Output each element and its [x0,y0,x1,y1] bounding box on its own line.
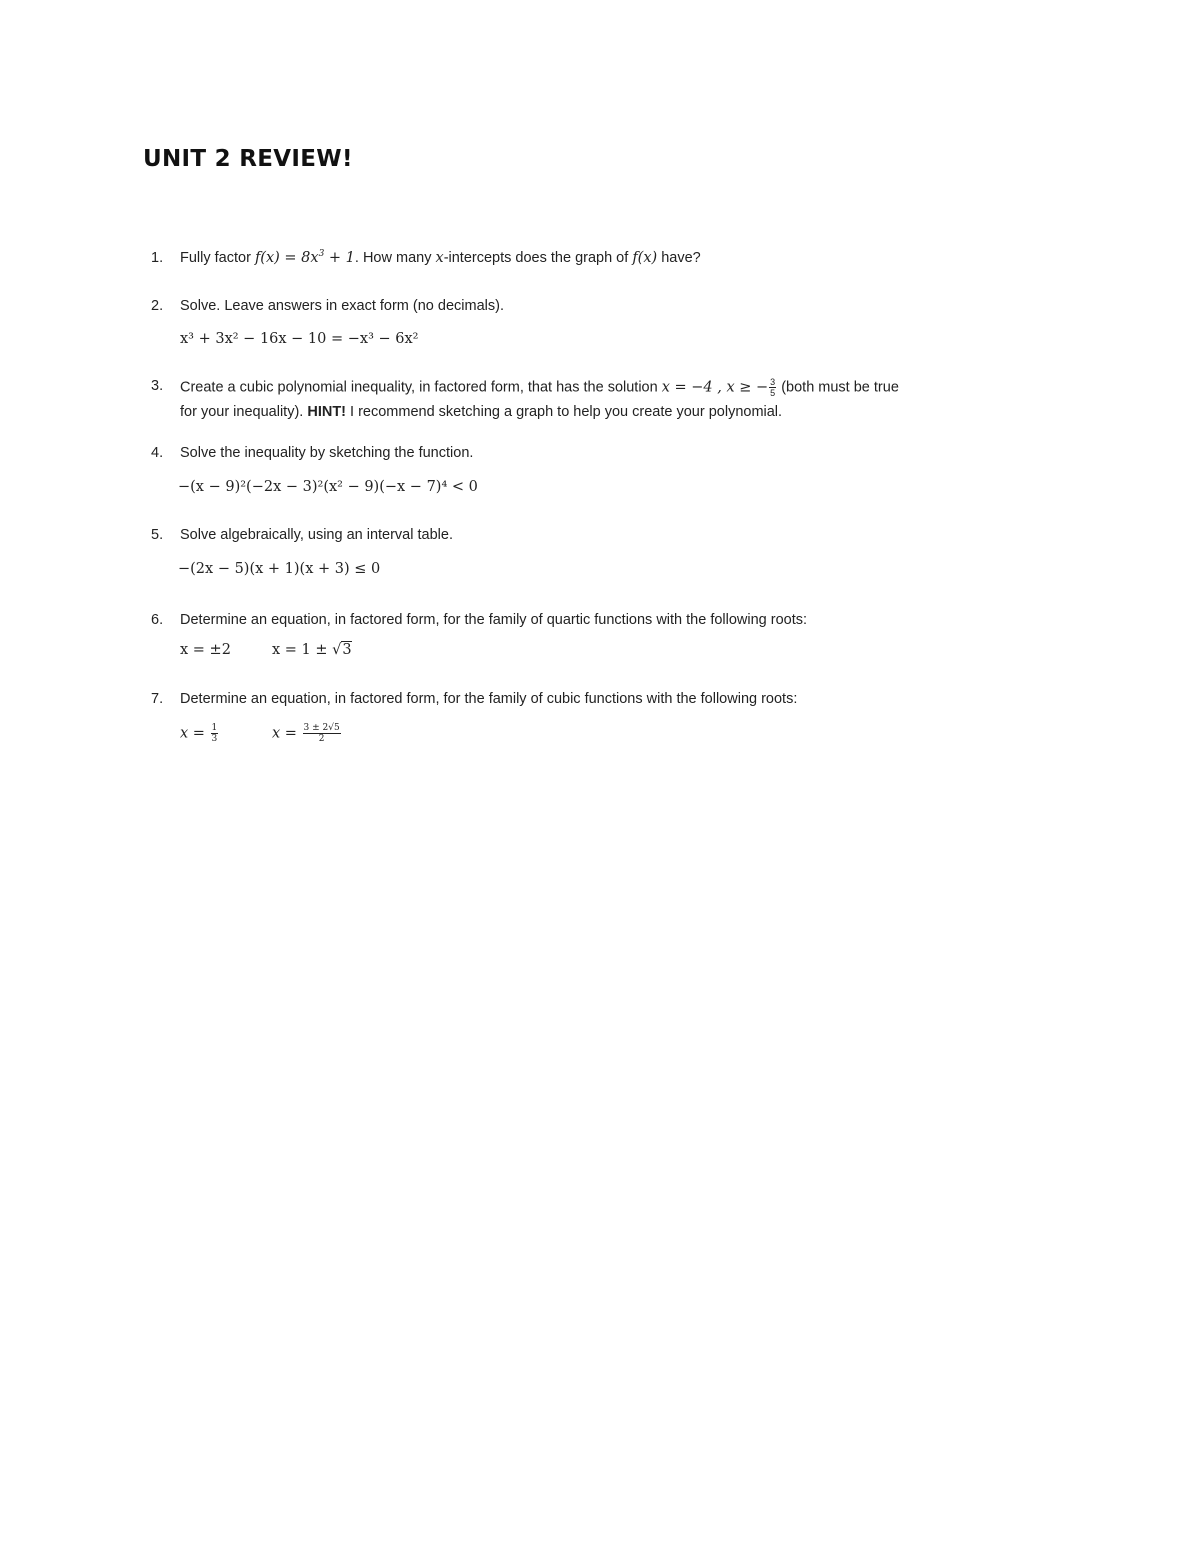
question-text-part: Fully factor [180,250,255,266]
question-number: 2. [151,298,164,314]
question-text: Determine an equation, in factored form, for the family of quartic functions with the following roots: [180,612,808,628]
root-2-prefix: x = [272,725,302,742]
question-text [180,377,899,398]
fraction [303,723,341,744]
question-text-part: have? [657,250,701,266]
function-expression [255,250,355,266]
root-2-prefix: x = 1 ± √ [272,642,342,658]
question-number: 3. [151,378,164,394]
x-variable: x [435,250,444,266]
root-2-radicand: 3 [342,642,352,658]
question-number: 4. [151,445,164,461]
fx-tail: + 1 [324,250,355,266]
question-text-part: I recommend sketching a graph to help you create your polynomial. [346,404,783,420]
question-text: Solve the inequality by sketching the function. [180,445,474,461]
root-1 [180,723,219,744]
numerator: 3 ± 2√5 [303,723,340,733]
question-text-part: . How many [354,250,436,266]
denominator: 3 [211,734,218,744]
question-text: Determine an equation, in factored form, for the family of cubic functions with the following roots: [180,691,798,707]
hint-label: HINT! [307,404,347,420]
numerator: 1 [211,723,218,733]
fx-exponent: 3 [318,249,325,259]
inequality: −(x − 9)²(−2x − 3)²(x² − 9)(−x − 7)⁴ < 0 [178,479,478,495]
question-text-part: Create a cubic polynomial inequality, in factored form, that has the solution [180,379,662,396]
root-1-prefix: x = [180,725,210,742]
question-text [180,249,701,267]
denominator: 5 [770,388,776,398]
question-text: Solve algebraically, using an interval table. [180,527,453,543]
root-2 [272,723,342,744]
question-text-part: for your inequality). [180,404,308,420]
equation: x³ + 3x² − 16x − 10 = −x³ − 6x² [180,331,419,347]
root-2 [272,642,352,658]
question-text: Solve. Leave answers in exact form (no decimals). [180,298,504,314]
numerator: 3 [770,377,776,387]
fx-reference: f(x) [632,250,658,266]
denominator: 2 [318,734,325,744]
question-text [180,403,782,421]
question-number: 5. [151,527,164,543]
question-number: 7. [151,691,164,707]
solution-expression: x = −4 , x ≥ − [661,379,769,396]
inequality: −(2x − 5)(x + 1)(x + 3) ≤ 0 [178,561,381,577]
question-text-part: (both must be true [777,379,899,396]
question-number: 6. [151,612,164,628]
page-title: UNIT 2 REVIEW! [143,146,353,172]
fx-base: f(x) = 8x [254,250,319,266]
question-text-part: -intercepts does the graph of [443,250,633,266]
fraction [769,377,776,398]
root-1: x = ±2 [180,642,231,658]
fraction [211,723,219,744]
question-number: 1. [151,250,164,266]
